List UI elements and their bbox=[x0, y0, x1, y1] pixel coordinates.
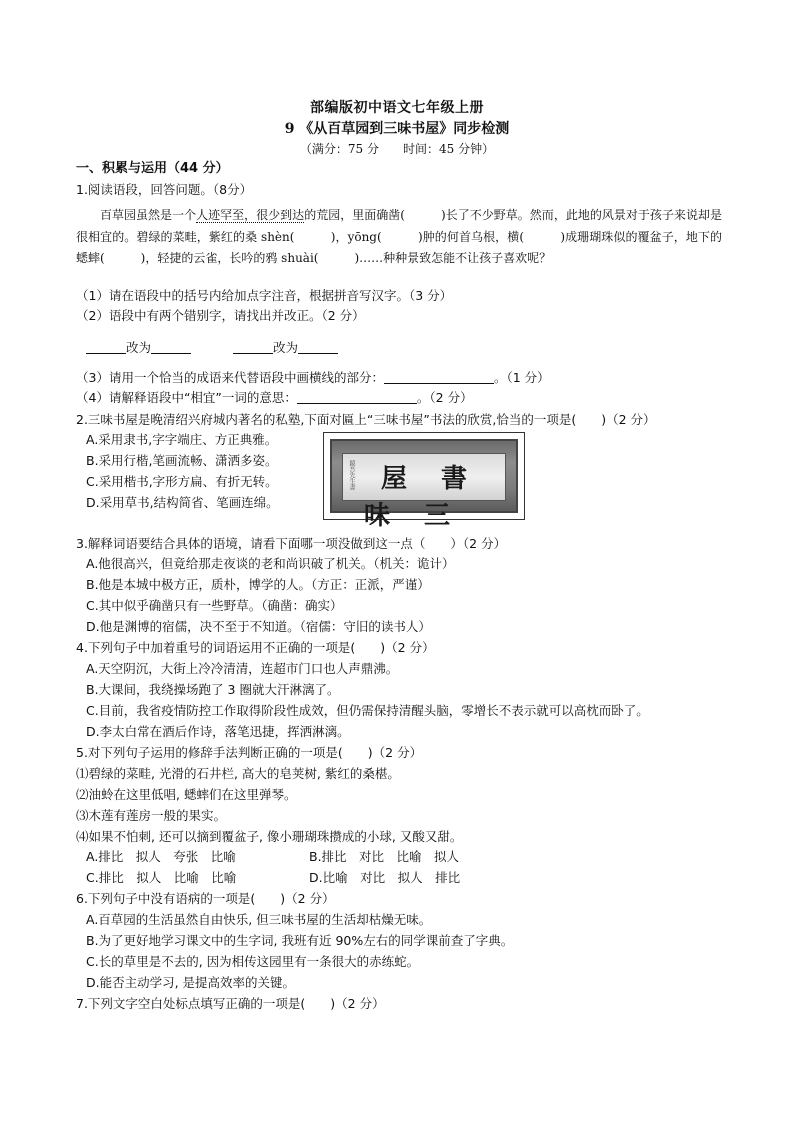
answer-blank[interactable] bbox=[233, 340, 273, 354]
plaque-inscription: 鏡吾先生書 bbox=[348, 460, 355, 490]
question-1-sub3: （3）请用一个恰当的成语来代替语段中画横线的部分： 。（1 分） bbox=[76, 370, 550, 385]
answer-blank[interactable] bbox=[384, 370, 494, 384]
question-1-sub1: （1）请在语段中的括号内给加点字注音，根据拼音写汉字。（3 分） bbox=[76, 288, 453, 303]
question-3-option-b[interactable]: B.他是本城中极方正，质朴，博学的人。（方正：正派，严谨） bbox=[86, 577, 430, 592]
question-6-option-d[interactable]: D.能否主动学习, 是提高效率的关键。 bbox=[86, 975, 296, 990]
plaque-board bbox=[342, 453, 506, 531]
question-2-option-c[interactable]: C.采用楷书,字形方扁、有折无转。 bbox=[86, 474, 278, 489]
question-3-stem: 3.解释词语要结合具体的语境，请看下面哪一项没做到这一点（ ）（2 分） bbox=[76, 536, 507, 551]
question-1-stem: 1.阅读语段，回答问题。（8分） bbox=[76, 182, 253, 197]
question-5-option-b[interactable]: B.排比 对比 比喻 拟人 bbox=[309, 849, 460, 864]
question-7-stem: 7.下列文字空白处标点填写正确的一项是( )（2 分） bbox=[76, 996, 385, 1011]
fill-label: 改为 bbox=[272, 340, 298, 355]
answer-blank[interactable] bbox=[297, 390, 417, 404]
plaque-characters: 屋書味三 bbox=[363, 464, 501, 531]
passage-underlined: 人迹罕至，很少到达 bbox=[196, 208, 305, 222]
question-3-option-c[interactable]: C.其中似乎确凿只有一些野草。（确凿：确实） bbox=[86, 598, 343, 613]
question-5-item-4: ⑷如果不怕刺, 还可以摘到覆盆子, 像小珊瑚珠攒成的小球, 又酸又甜。 bbox=[76, 829, 463, 844]
question-3-option-d[interactable]: D.他是渊博的宿儒，决不至于不知道。（宿儒：守旧的读书人） bbox=[86, 619, 431, 634]
question-4-option-a[interactable]: A.天空阴沉，大街上冷冷清清，连超市门口也人声鼎沸。 bbox=[86, 661, 399, 676]
question-5-item-1: ⑴碧绿的菜畦, 光滑的石井栏, 高大的皂荚树, 紫红的桑椹。 bbox=[76, 766, 400, 781]
question-1-correction-row bbox=[86, 339, 338, 357]
question-4-option-d[interactable]: D.李太白常在酒后作诗，落笔迅捷，挥洒淋漓。 bbox=[86, 724, 350, 739]
question-5-option-a[interactable]: A.排比 拟人 夸张 比喻 bbox=[86, 849, 236, 864]
fill-label: 改为 bbox=[126, 340, 152, 355]
answer-blank[interactable] bbox=[86, 340, 126, 354]
question-1-passage bbox=[76, 205, 722, 270]
question-5-stem: 5.对下列句子运用的修辞手法判断正确的一项是( )（2 分） bbox=[76, 745, 423, 760]
doc-meta: （满分：75 分 时间：45 分钟） bbox=[299, 142, 495, 156]
doc-subtitle: 9 《从百草园到三味书屋》同步检测 bbox=[284, 121, 510, 137]
plaque-photo bbox=[323, 432, 525, 531]
question-1-sub2: （2）语段中有两个错别字，请找出并改正。（2 分） bbox=[76, 308, 365, 323]
section-heading: 一、积累与运用（44 分） bbox=[76, 161, 229, 176]
question-3-option-a[interactable]: A.他很高兴，但竟给那走夜谈的老和尚识破了机关。（机关：诡计） bbox=[86, 556, 455, 571]
question-4-option-b[interactable]: B.大课间，我绕操场跑了 3 圈就大汗淋漓了。 bbox=[86, 682, 340, 697]
question-4-option-c[interactable]: C.目前，我省疫情防控工作取得阶段性成效，但仍需保持清醒头脑，零增长不表示就可以高枕而卧了。 bbox=[86, 703, 649, 718]
question-5-item-2: ⑵油蛉在这里低唱, 蟋蟀们在这里弹琴。 bbox=[76, 787, 297, 802]
doc-title: 部编版初中语文七年级上册 bbox=[310, 100, 484, 116]
question-6-option-a[interactable]: A.百草园的生活虽然自由快乐, 但三味书屋的生活却枯燥无味。 bbox=[86, 912, 432, 927]
question-1-sub4: （4）请解释语段中“相宜”一词的意思： 。（2 分） bbox=[76, 390, 473, 405]
question-6-option-b[interactable]: B.为了更好地学习课文中的生字词, 我班有近 90%左右的同学课前查了字典。 bbox=[86, 933, 514, 948]
question-2-stem: 2.三味书屋是晚清绍兴府城内著名的私塾,下面对匾上“三味书屋”书法的欣赏,恰当的一项是( )（2 分） bbox=[76, 412, 656, 427]
question-6-option-c[interactable]: C.长的草里是不去的, 因为相传这园里有一条很大的赤练蛇。 bbox=[86, 954, 420, 969]
question-2-option-b[interactable]: B.采用行楷,笔画流畅、潇洒多姿。 bbox=[86, 453, 278, 468]
question-5-option-c[interactable]: C.排比 拟人 比喻 比喻 bbox=[86, 870, 237, 885]
passage-part-a: 百草园虽然是一个 bbox=[100, 208, 197, 222]
question-6-stem: 6.下列句子中没有语病的一项是( )（2 分） bbox=[76, 891, 335, 906]
passage-part-b: 的荒园，里面确凿( )长了不少野草。然而，此地的风景对于孩子来说却是很相宜的。碧绿的菜畦，紫红的桑 shèn( )，yōng( )肿的何首乌根，横( )成珊瑚珠似的覆盆子，地下的蟋蟀( )，轻捷的云雀，长吟的鸦 shuài( )……种种景致怎能不让孩子喜欢呢？ bbox=[76, 208, 722, 265]
question-2-option-d[interactable]: D.采用草书,结构简省、笔画连绵。 bbox=[86, 495, 279, 510]
answer-blank[interactable] bbox=[298, 340, 338, 354]
plaque-frame bbox=[330, 439, 518, 531]
question-5-option-d[interactable]: D.比喻 对比 拟人 排比 bbox=[309, 870, 461, 885]
question-4-stem: 4.下列句子中加着重号的词语运用不正确的一项是( )（2 分） bbox=[76, 640, 435, 655]
question-5-item-3: ⑶木莲有莲房一般的果实。 bbox=[76, 808, 227, 823]
answer-blank[interactable] bbox=[151, 340, 191, 354]
question-2-option-a[interactable]: A.采用隶书,字字端庄、方正典雅。 bbox=[86, 432, 278, 447]
